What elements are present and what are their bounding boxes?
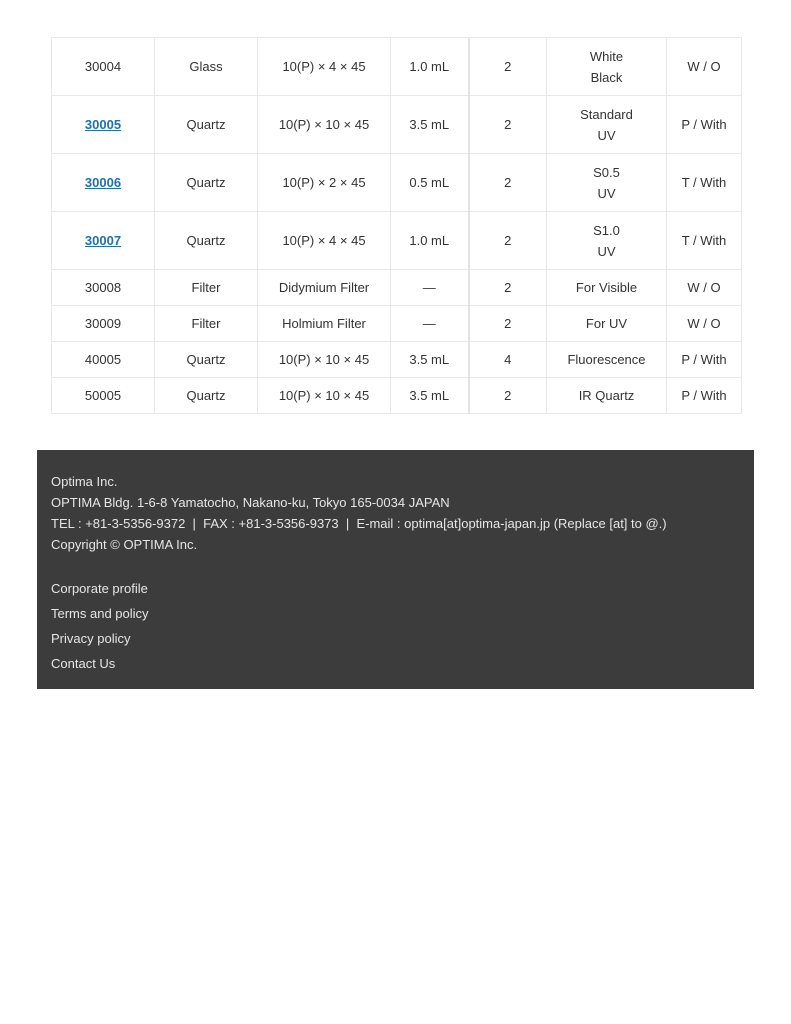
cell-type-line: UV bbox=[597, 185, 616, 201]
cell-quantity: 2 bbox=[469, 270, 547, 306]
cell-lid: W / O bbox=[667, 306, 742, 342]
product-code-link[interactable]: 30005 bbox=[84, 117, 122, 132]
cell-quantity: 2 bbox=[469, 154, 547, 212]
cell-type-line: For Visible bbox=[575, 280, 638, 295]
table-row bbox=[52, 38, 742, 96]
cell-type-line: UV bbox=[597, 127, 616, 143]
cell-lid: T / With bbox=[667, 212, 742, 270]
cell-size: 10(P) × 4 × 45 bbox=[258, 38, 391, 96]
cell-size: 10(P) × 2 × 45 bbox=[258, 154, 391, 212]
cell-volume: 3.5 mL bbox=[391, 342, 469, 378]
cell-code: 50005 bbox=[52, 378, 155, 414]
footer-link-privacy-policy[interactable]: Privacy policy bbox=[51, 631, 131, 646]
cell-quantity: 2 bbox=[469, 96, 547, 154]
product-code-link[interactable]: 30007 bbox=[84, 233, 122, 248]
cell-size: Didymium Filter bbox=[258, 270, 391, 306]
cell-type-line: For UV bbox=[585, 316, 628, 331]
cell-type bbox=[547, 154, 667, 212]
cell-quantity: 4 bbox=[469, 342, 547, 378]
cell-lid: P / With bbox=[667, 378, 742, 414]
cell-volume: 3.5 mL bbox=[391, 96, 469, 154]
table-row bbox=[52, 270, 742, 306]
cell-material: Quartz bbox=[155, 96, 258, 154]
cell-quantity: 2 bbox=[469, 38, 547, 96]
table-row bbox=[52, 306, 742, 342]
cell-quantity: 2 bbox=[469, 306, 547, 342]
table-row bbox=[52, 154, 742, 212]
cell-quantity: 2 bbox=[469, 212, 547, 270]
cell-type-line: UV bbox=[597, 243, 616, 259]
cell-type bbox=[547, 212, 667, 270]
footer-address: OPTIMA Bldg. 1-6-8 Yamatocho, Nakano-ku, Tokyo 165-0034 JAPAN bbox=[51, 495, 450, 510]
cell-code: 30004 bbox=[52, 38, 155, 96]
cell-code bbox=[52, 212, 155, 270]
cell-type bbox=[547, 342, 667, 378]
table-row bbox=[52, 342, 742, 378]
cell-code: 30009 bbox=[52, 306, 155, 342]
cell-code: 40005 bbox=[52, 342, 155, 378]
footer-links bbox=[51, 576, 754, 676]
cell-volume: 0.5 mL bbox=[391, 154, 469, 212]
cell-type-line: Fluorescence bbox=[567, 352, 646, 367]
cell-volume: — bbox=[391, 306, 469, 342]
cell-code bbox=[52, 96, 155, 154]
cell-type-line: White bbox=[589, 48, 624, 64]
table-row bbox=[52, 378, 742, 414]
footer-copyright: Copyright © OPTIMA Inc. bbox=[51, 537, 198, 552]
cell-volume: 1.0 mL bbox=[391, 38, 469, 96]
cell-type-line: IR Quartz bbox=[578, 388, 635, 403]
cell-volume: 1.0 mL bbox=[391, 212, 469, 270]
cell-lid: W / O bbox=[667, 270, 742, 306]
cell-material: Glass bbox=[155, 38, 258, 96]
cell-type bbox=[547, 378, 667, 414]
table-row bbox=[52, 96, 742, 154]
table-row bbox=[52, 212, 742, 270]
cell-lid: P / With bbox=[667, 96, 742, 154]
cell-size: 10(P) × 4 × 45 bbox=[258, 212, 391, 270]
cell-type-line: Black bbox=[590, 69, 623, 85]
cell-size: 10(P) × 10 × 45 bbox=[258, 378, 391, 414]
cell-type bbox=[547, 270, 667, 306]
cell-material: Quartz bbox=[155, 154, 258, 212]
footer-link-terms-and-policy[interactable]: Terms and policy bbox=[51, 606, 149, 621]
cell-lid: W / O bbox=[667, 38, 742, 96]
cell-lid: T / With bbox=[667, 154, 742, 212]
product-code-link[interactable]: 30006 bbox=[84, 175, 122, 190]
cell-type-line: S0.5 bbox=[593, 164, 620, 180]
cell-size: Holmium Filter bbox=[258, 306, 391, 342]
cell-size: 10(P) × 10 × 45 bbox=[258, 96, 391, 154]
footer-link-contact-us[interactable]: Contact Us bbox=[51, 656, 116, 671]
cell-code: 30008 bbox=[52, 270, 155, 306]
cell-material: Filter bbox=[155, 270, 258, 306]
cell-material: Filter bbox=[155, 306, 258, 342]
footer-contact-line: TEL : +81-3-5356-9372 | FAX : +81-3-5356-9373 | E-mail : optima[at]optima-japan.jp (Replace [at] to @.) bbox=[51, 516, 667, 531]
product-table bbox=[51, 37, 742, 414]
cell-type-line: S1.0 bbox=[593, 222, 620, 238]
cell-type bbox=[547, 96, 667, 154]
cell-type-line: Standard bbox=[580, 106, 633, 122]
cell-material: Quartz bbox=[155, 342, 258, 378]
cell-type bbox=[547, 38, 667, 96]
cell-code bbox=[52, 154, 155, 212]
cell-volume: 3.5 mL bbox=[391, 378, 469, 414]
product-table-body bbox=[52, 38, 742, 414]
footer-link-corporate-profile[interactable]: Corporate profile bbox=[51, 581, 148, 596]
site-footer bbox=[37, 450, 754, 689]
cell-type bbox=[547, 306, 667, 342]
footer-company-name: Optima Inc. bbox=[51, 474, 118, 489]
cell-lid: P / With bbox=[667, 342, 742, 378]
cell-volume: — bbox=[391, 270, 469, 306]
cell-size: 10(P) × 10 × 45 bbox=[258, 342, 391, 378]
cell-material: Quartz bbox=[155, 212, 258, 270]
cell-material: Quartz bbox=[155, 378, 258, 414]
cell-quantity: 2 bbox=[469, 378, 547, 414]
